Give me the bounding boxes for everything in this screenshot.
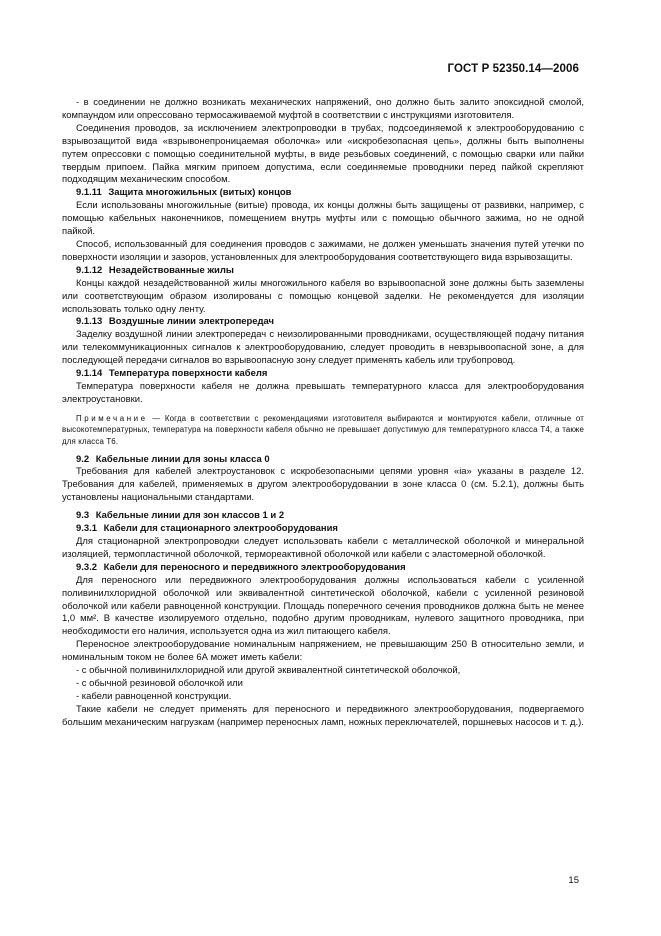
- section-heading: [62, 562, 584, 575]
- paragraph: Если использованы многожильные (витые) провода, их концы должны быть защищены от развивки, например, с помощью кабельных наконечников, помещением внутрь муфты или с помощью обычного зажима, но не одной пайкой.: [62, 200, 584, 238]
- section-title: Защита многожильных (витых) концов: [108, 187, 292, 199]
- section-number: 9.1.14: [76, 368, 103, 380]
- page-number: 15: [568, 875, 579, 886]
- document-body: [62, 97, 584, 730]
- paragraph: Переносное электрооборудование номинальным напряжением, не превышающим 250 В относительно земли, и номинальным током не более 6А может иметь кабели:: [62, 639, 584, 664]
- section-title: Кабели для стационарного электрооборудования: [103, 523, 338, 535]
- paragraph: Соединения проводов, за исключением электропроводки в трубах, подсоединяемой к электрооборудованию с взрывозащитой вида «взрывонепроницаемая оболочка» или «искробезопасная цепь», должны быть выполнены путем опрессовки с помощью соединительной муфты, в виде резьбовых соединений, с помощью сварки или пайки твердым припоем. Пайка мягким припоем допустима, если соединяемые проводники перед пайкой скрепляют подходящим механическим способом.: [62, 122, 584, 186]
- section-title: Температура поверхности кабеля: [108, 368, 268, 380]
- section-number: 9.2: [76, 453, 90, 465]
- paragraph: Для переносного или передвижного электрооборудования должны использоваться кабели с усиленной поливинилхлоридной оболочкой или эквивалентной синтетической оболочкой, кабели с усиленной резиновой оболочкой или кабели равноценной конструкции. Площадь поперечного сечения проводников должна быть не менее 1,0 мм². В качестве изолируемого отдельно, подобно другим проводникам, нулевого защитного проводника, при необходимости его наличия, используется одна из жил питающего кабеля.: [62, 574, 584, 638]
- section-title: Кабельные линии для зоны класса 0: [95, 453, 270, 465]
- paragraph: Заделку воздушной линии электропередач с неизолированными проводниками, осуществляющей подачу питания или телекоммуникационных сигналов к электрооборудованию, следует проводить в невзрывоопасной зоне, а для последующей передачи сигналов во взрывоопасную зону следует применять кабель или трубопровод.: [62, 329, 584, 367]
- section-title: Воздушные линии электропередач: [108, 316, 275, 328]
- section-heading: [62, 454, 584, 467]
- paragraph: Концы каждой незадействованной жилы многожильного кабеля во взрывоопасной зоне должны быть заземлены или соответствующим образом изолированы с помощью концевой заделки. Не рекомендуется для изоляции использовать только одну ленту.: [62, 277, 584, 315]
- list-item: - кабели равноценной конструкции.: [76, 690, 232, 702]
- list-item: - с обычной поливинилхлоридной или другой эквивалентной синтетической оболочкой,: [76, 665, 461, 677]
- section-title: Кабельные линии для зон классов 1 и 2: [95, 510, 285, 522]
- section-number: 9.3.1: [76, 523, 97, 535]
- section-number: 9.1.12: [76, 264, 103, 276]
- section-number: 9.1.13: [76, 316, 103, 328]
- note-text: — Когда в соответствии с рекомендациями изготовителя выбираются и монтируются кабели, отличные от высокотемпературных, температура на поверхности кабеля обычно не превышает допустимую для температурного класса Т4, а также для класса Т6.: [62, 413, 584, 446]
- section-heading: [62, 265, 584, 278]
- paragraph: Такие кабели не следует применять для переносного и передвижного электрооборудования, подвергаемого большим механическим нагрузкам (например переносных ламп, ножных переключателей, поршневых насосов и т. д.).: [62, 703, 584, 728]
- section-number: 9.1.11: [76, 187, 102, 199]
- list-item-continued: - в соединении не должно возникать механических напряжений, оно должно быть залито эпоксидной смолой, компаундом или опрессовано термосаживаемой муфтой в соответствии с инструкциями изготовителя.: [62, 97, 584, 121]
- paragraph: Требования для кабелей электроустановок с искробезопасными цепями уровня «ia» указаны в разделе 12. Требования для кабелей, применяемых в другом электрооборудовании в зоне класса 0 (см. 5.2.1), должны быть установлены национальными стандартами.: [62, 466, 584, 504]
- section-number: 9.3.2: [76, 561, 97, 573]
- section-heading: [62, 316, 584, 329]
- section-title: Кабели для переносного и передвижного электрооборудования: [103, 561, 406, 573]
- note: [62, 413, 584, 448]
- paragraph: Способ, использованный для соединения проводов с зажимами, не должен уменьшать значения путей утечки по поверхности изоляции и зазоров, установленных для электрооборудования соответствующего вида взрывозащиты.: [62, 238, 584, 263]
- paragraph: Температура поверхности кабеля не должна превышать температурного класса для электрооборудования электроустановки.: [62, 380, 584, 405]
- document-code: ГОСТ Р 52350.14—2006: [447, 63, 579, 75]
- section-heading: [62, 510, 584, 523]
- section-number: 9.3: [76, 510, 90, 522]
- note-label: Примечание: [76, 413, 148, 423]
- paragraph: Для стационарной электропроводки следует использовать кабели с металлической оболочкой и минеральной изоляцией, термопластичной оболочкой, термореактивной оболочкой или кабели с эластомерной оболочкой.: [62, 535, 584, 560]
- section-heading: [62, 368, 584, 381]
- section-heading: [62, 187, 584, 200]
- list-item: - с обычной резиновой оболочкой или: [76, 677, 243, 689]
- section-title: Незадействованные жилы: [108, 264, 234, 276]
- section-heading: [62, 523, 584, 536]
